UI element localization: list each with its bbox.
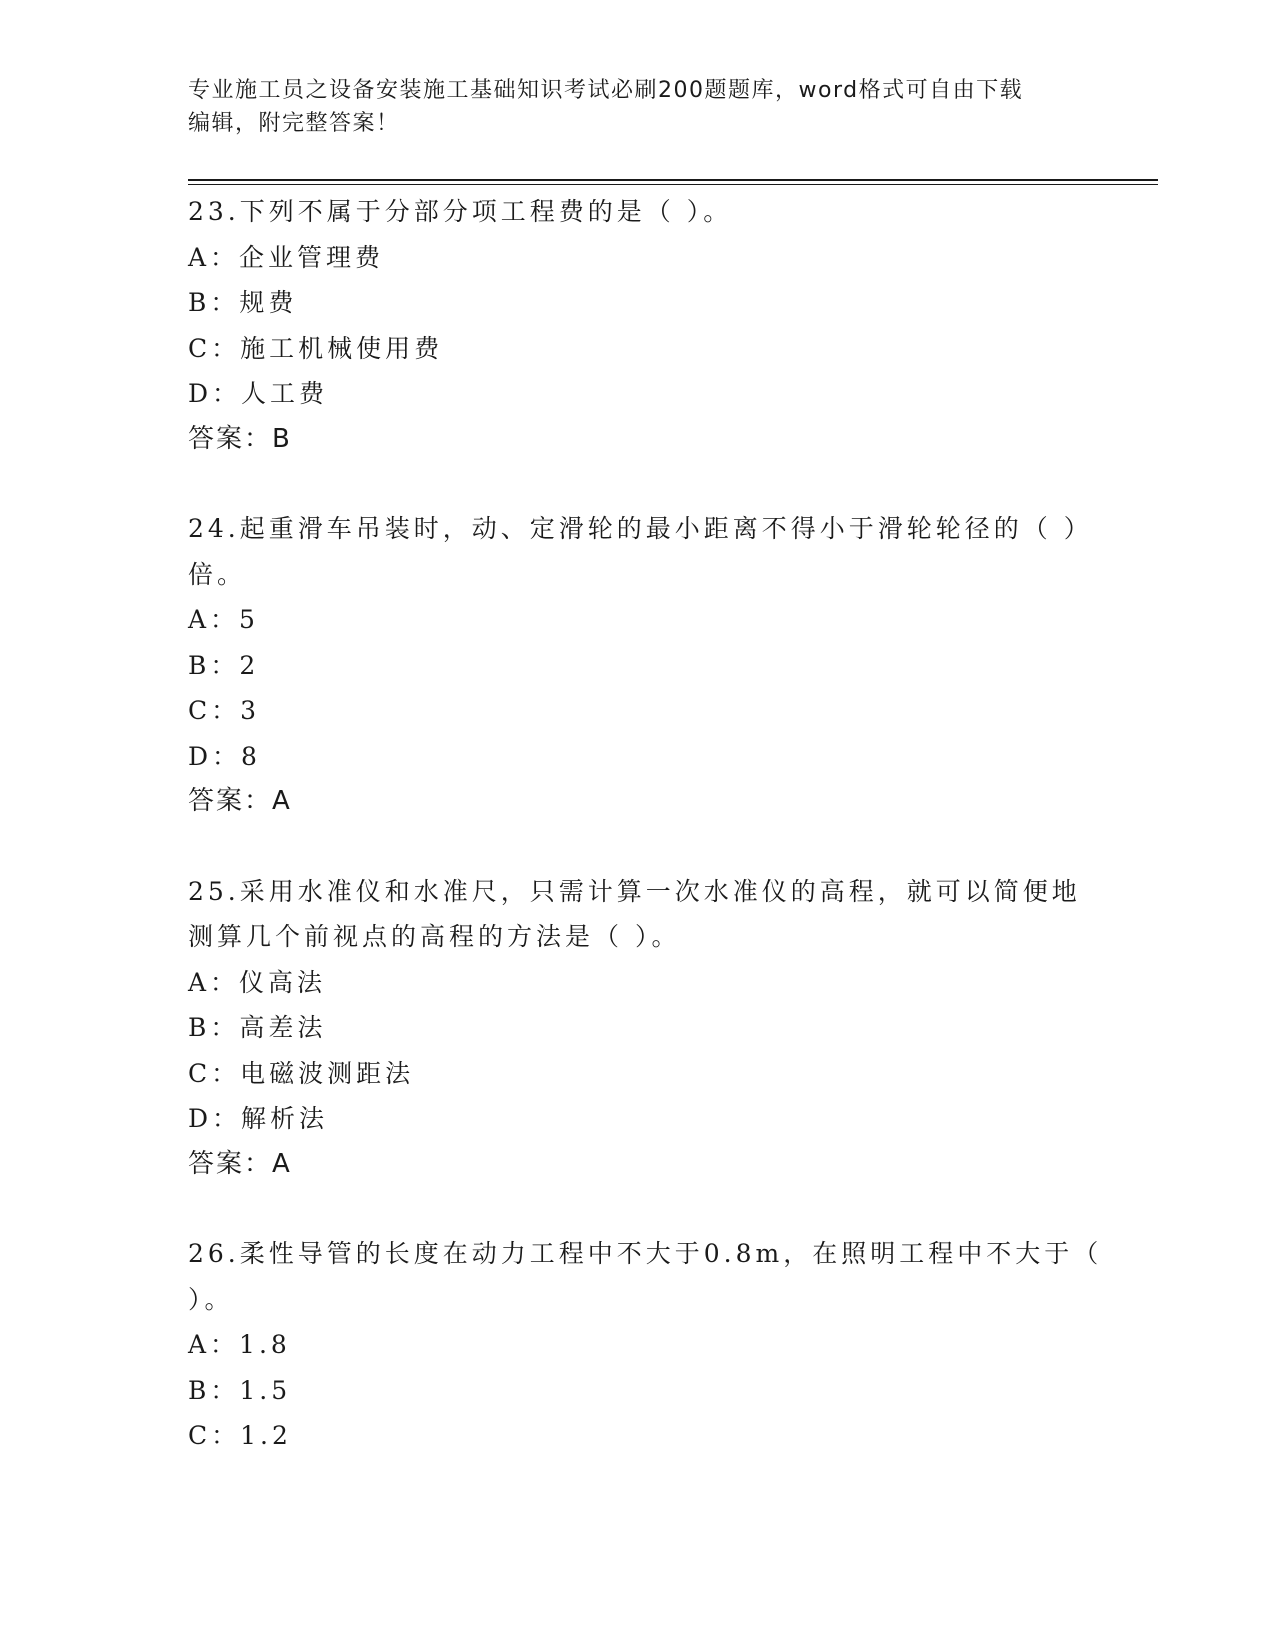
- option-c: C：施工机械使用费: [188, 333, 444, 363]
- option-a: A：1.8: [188, 1330, 291, 1359]
- answer-line: 答案：A: [188, 786, 292, 816]
- option-a: A：5: [188, 605, 259, 634]
- option-a: A：企业管理费: [188, 242, 385, 272]
- document-header: [188, 74, 1078, 140]
- header-line-2: 编辑，附完整答案！: [188, 111, 400, 136]
- question-text: 23.下列不属于分部分项工程费的是（ ）。: [188, 197, 733, 226]
- answer-line: 答案：B: [188, 423, 292, 454]
- option-c: C：3: [188, 696, 261, 725]
- question-25: [188, 869, 1108, 1188]
- header-divider-thin: [188, 184, 1158, 185]
- option-c: C：电磁波测距法: [188, 1058, 415, 1088]
- question-text: 26.柔性导管的长度在动力工程中不大于0.8m，在照明工程中不大于（ ）。: [188, 1239, 1103, 1314]
- option-b: B：1.5: [188, 1375, 292, 1405]
- question-list: [188, 189, 1108, 1503]
- option-d: D：8: [188, 741, 261, 771]
- option-b: B：高差法: [188, 1013, 327, 1042]
- question-text: 24.起重滑车吊装时，动、定滑轮的最小距离不得小于滑轮轮径的（ ）倍。: [188, 514, 1093, 589]
- option-d: D：人工费: [188, 379, 329, 408]
- answer-line: 答案：A: [188, 1148, 292, 1179]
- question-23: [188, 189, 1108, 462]
- question-text: 25.采用水准仪和水准尺，只需计算一次水准仪的高程，就可以简便地测算几个前视点的高程的方法是（ ）。: [188, 876, 1081, 951]
- option-c: C：1.2: [188, 1421, 292, 1450]
- option-b: B：2: [188, 650, 260, 680]
- header-line-1: 专业施工员之设备安装施工基础知识考试必刷200题题库，word格式可自由下载: [188, 78, 1024, 103]
- question-24: [188, 506, 1108, 825]
- question-26: [188, 1231, 1108, 1459]
- option-d: D：解析法: [188, 1104, 329, 1133]
- option-b: B：规费: [188, 288, 298, 317]
- option-a: A：仪高法: [188, 967, 327, 997]
- header-divider-thick: [188, 179, 1158, 181]
